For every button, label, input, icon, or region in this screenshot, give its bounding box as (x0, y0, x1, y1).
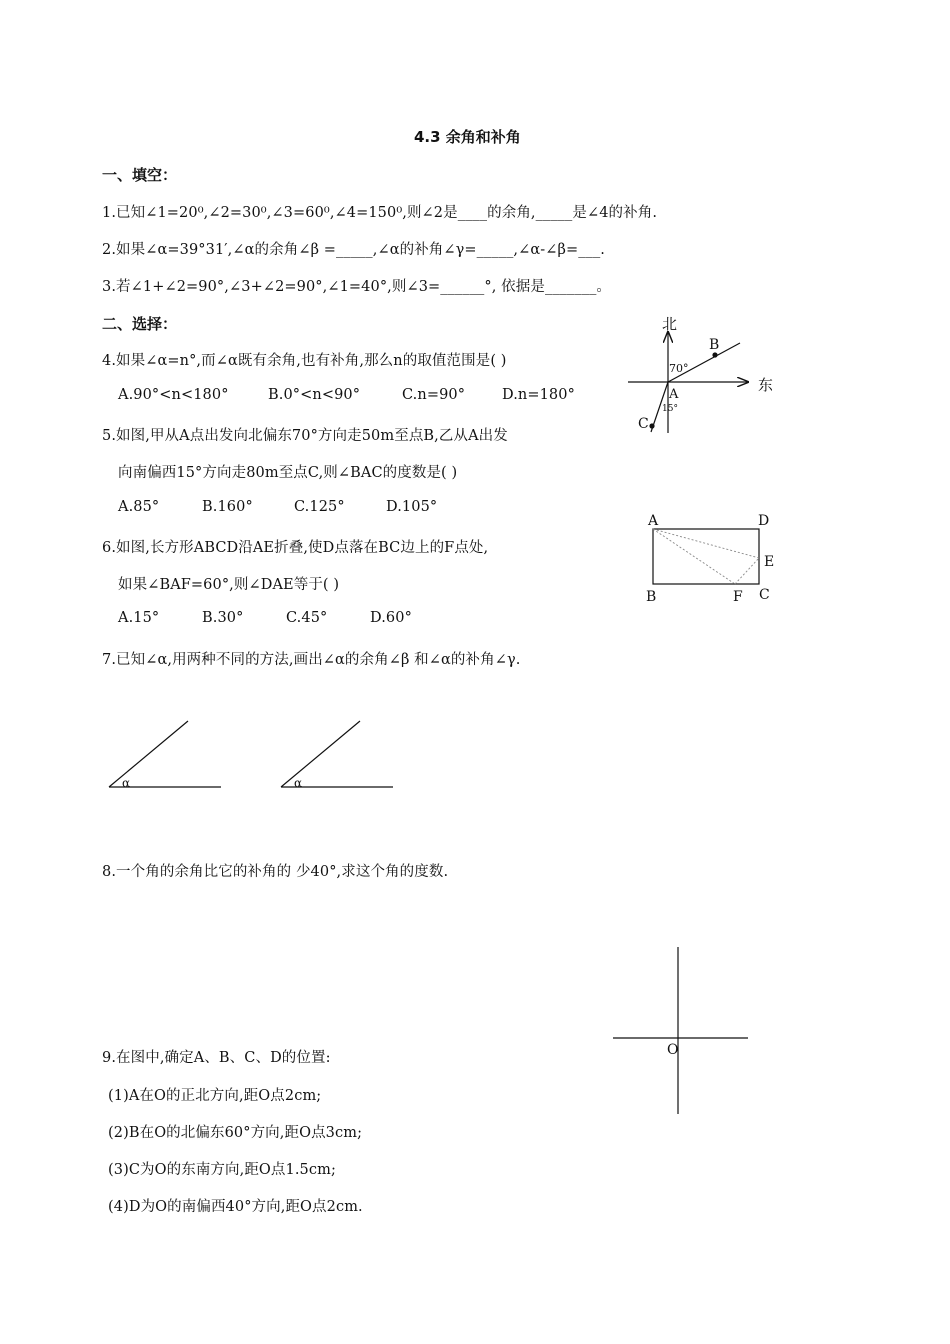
north-label: 北 (662, 315, 678, 333)
option-a: A.15° (118, 610, 160, 626)
question-6-options (118, 610, 412, 626)
option-a: A.85° (118, 499, 160, 515)
axes-figure (608, 944, 753, 1119)
question-9-item-4: (4)D为O的南偏西40°方向,距O点2cm. (108, 1199, 363, 1215)
point-e-label: E (764, 554, 775, 570)
east-label: 东 (758, 376, 774, 394)
option-b: B.0°<n<90° (268, 387, 361, 403)
question-9: 9.在图中,确定A、B、C、D的位置: (102, 1050, 331, 1066)
option-b: B.30° (202, 610, 244, 626)
question-5-line-2: 向南偏西15°方向走80m至点C,则∠BAC的度数是( ) (118, 465, 458, 481)
point-a-label: A (669, 387, 679, 402)
question-9-item-1: (1)A在O的正北方向,距O点2cm; (108, 1088, 322, 1104)
alpha-label: α (294, 776, 303, 790)
question-8: 8.一个角的余角比它的补角的 少40°,求这个角的度数. (102, 864, 449, 880)
option-d: D.105° (386, 499, 438, 515)
option-c: C.n=90° (402, 387, 466, 403)
option-b: B.160° (202, 499, 253, 515)
rectangle-figure (640, 508, 790, 608)
question-2: 2.如果∠α=39°31′,∠α的余角∠β =_____,∠α的补角∠γ=_____,∠α-∠β=___. (102, 242, 606, 258)
question-3: 3.若∠1+∠2=90°,∠3+∠2=90°,∠1=40°,则∠3=______°, 依据是_______。 (102, 279, 612, 295)
vertex-b-label: B (646, 589, 657, 605)
angle-figure-2 (272, 712, 402, 797)
angle-figure-1 (100, 712, 230, 797)
angle-15-label: 15° (662, 404, 678, 414)
option-d: D.n=180° (502, 387, 575, 403)
question-6-line-1: 6.如图,长方形ABCD沿AE折叠,使D点落在BC边上的F点处, (102, 540, 489, 556)
compass-figure (620, 308, 790, 443)
point-b-label: B (709, 337, 720, 353)
option-c: C.45° (286, 610, 328, 626)
point-c-label: C (638, 416, 649, 432)
question-7: 7.已知∠α,用两种不同的方法,画出∠α的余角∠β 和∠α的补角∠γ. (102, 652, 521, 668)
section-heading-fill-blank: 一、填空： (102, 166, 178, 184)
question-5-line-1: 5.如图,甲从A点出发向北偏东70°方向走50m至点B,乙从A出发 (102, 428, 508, 444)
question-9-item-3: (3)C为O的东南方向,距O点1.5cm; (108, 1162, 336, 1178)
page-title: 4.3 余角和补角 (414, 128, 521, 146)
vertex-d-label: D (758, 513, 770, 529)
question-5-options (118, 499, 437, 515)
question-4-options (118, 387, 575, 403)
option-d: D.60° (370, 610, 412, 626)
alpha-label: α (122, 776, 131, 790)
question-4: 4.如果∠α=n°,而∠α既有余角,也有补角,那么n的取值范围是( ) (102, 353, 507, 369)
option-c: C.125° (294, 499, 345, 515)
question-9-item-2: (2)B在O的北偏东60°方向,距O点3cm; (108, 1125, 363, 1141)
origin-label: O (667, 1042, 679, 1058)
vertex-a-label: A (648, 513, 659, 529)
vertex-c-label: C (759, 587, 770, 603)
point-f-label: F (733, 589, 743, 605)
option-a: A.90°<n<180° (118, 387, 229, 403)
angle-70-label: 70° (669, 362, 689, 375)
section-heading-choice: 二、选择： (102, 315, 178, 333)
question-6-line-2: 如果∠BAF=60°,则∠DAE等于( ) (118, 577, 340, 593)
question-1: 1.已知∠1=20⁰,∠2=30⁰,∠3=60⁰,∠4=150⁰,则∠2是____的余角,_____是∠4的补角. (102, 205, 658, 221)
